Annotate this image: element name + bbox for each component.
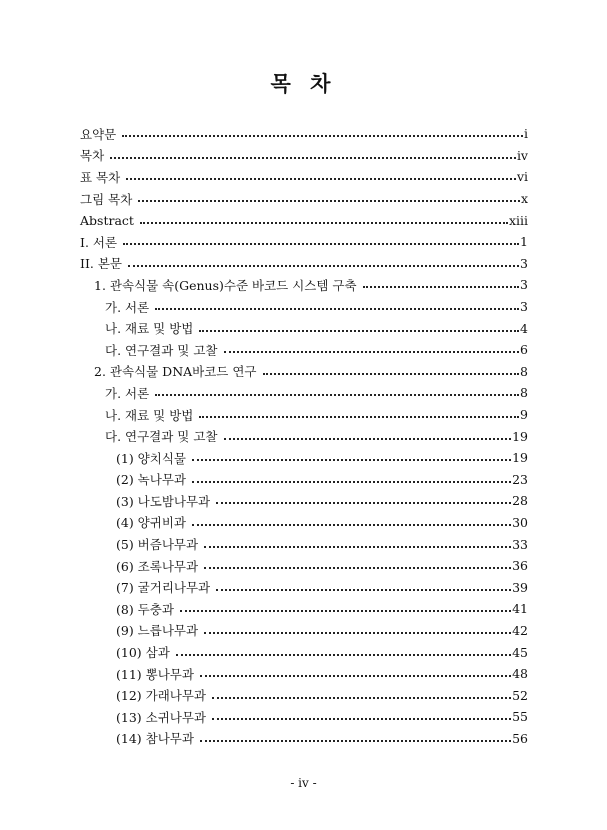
toc-entry[interactable] — [0, 123, 528, 145]
toc-entry-page: 33 — [512, 536, 528, 552]
dot-leader — [140, 221, 508, 224]
dot-leader — [200, 739, 511, 742]
toc-entry-page: 1 — [520, 234, 528, 250]
dot-leader — [126, 177, 516, 180]
toc-entry-label: 1. 관속식물 속(Genus)수준 바코드 시스템 구축 — [94, 277, 357, 293]
toc-entry[interactable] — [0, 361, 528, 383]
toc-entry-page: 39 — [512, 579, 528, 595]
toc-entry-label: 나. 재료 및 방법 — [105, 321, 194, 337]
toc-entry-page: 41 — [512, 601, 528, 617]
dot-leader — [192, 458, 511, 461]
toc-entry-page: 3 — [520, 277, 528, 293]
toc-entry[interactable] — [0, 231, 528, 253]
dot-leader — [128, 264, 519, 267]
toc-entry-page: 30 — [512, 514, 528, 530]
dot-leader — [199, 415, 519, 418]
toc-entry-label: (11) 뽕나무과 — [116, 666, 194, 682]
toc-entry-label: 그림 목차 — [80, 191, 133, 207]
toc-entry-label: (4) 양귀비과 — [116, 515, 186, 531]
table-of-contents — [0, 123, 607, 749]
toc-entry-page: 19 — [512, 428, 528, 444]
dot-leader — [204, 566, 511, 569]
toc-entry-label: I. 서론 — [80, 234, 118, 250]
toc-entry-label: (5) 버즘나무과 — [116, 537, 199, 553]
dot-leader — [204, 545, 511, 548]
toc-entry-page: 48 — [512, 666, 528, 682]
dot-leader — [199, 329, 519, 332]
toc-entry-page: 42 — [512, 622, 528, 638]
toc-entry-page: 6 — [520, 342, 528, 358]
dot-leader — [263, 372, 520, 375]
toc-entry-label: II. 본문 — [80, 256, 122, 272]
toc-entry-label: (13) 소귀나무과 — [116, 709, 207, 725]
dot-leader — [138, 199, 520, 202]
toc-entry-page: 36 — [512, 558, 528, 574]
dot-leader — [110, 156, 516, 159]
toc-entry-page: xiii — [508, 212, 528, 228]
toc-entry-label: (2) 녹나무과 — [116, 472, 186, 488]
dot-leader — [204, 631, 511, 634]
toc-entry[interactable] — [0, 620, 528, 642]
toc-entry[interactable] — [0, 641, 528, 663]
toc-entry-page: x — [520, 191, 528, 207]
toc-entry[interactable] — [0, 706, 528, 728]
toc-entry[interactable] — [0, 469, 528, 491]
toc-entry[interactable] — [0, 188, 528, 210]
toc-entry-page: 3 — [520, 299, 528, 315]
toc-entry[interactable] — [0, 598, 528, 620]
toc-entry-page: 4 — [520, 320, 528, 336]
toc-entry-label: 나. 재료 및 방법 — [105, 407, 194, 423]
toc-entry-page: 8 — [520, 363, 528, 379]
toc-entry-page: 9 — [520, 407, 528, 423]
dot-leader — [123, 242, 519, 245]
toc-entry-label: 표 목차 — [80, 169, 121, 185]
toc-entry[interactable] — [0, 166, 528, 188]
toc-entry[interactable] — [0, 382, 528, 404]
toc-entry-page: 8 — [520, 385, 528, 401]
toc-entry[interactable] — [0, 533, 528, 555]
toc-entry-label: 가. 서론 — [105, 299, 150, 315]
toc-entry[interactable] — [0, 253, 528, 275]
toc-entry-label: 2. 관속식물 DNA바코드 연구 — [94, 364, 257, 380]
toc-entry[interactable] — [0, 684, 528, 706]
dot-leader — [216, 588, 511, 591]
toc-entry[interactable] — [0, 339, 528, 361]
dot-leader — [155, 393, 519, 396]
dot-leader — [192, 523, 511, 526]
toc-entry[interactable] — [0, 663, 528, 685]
toc-entry[interactable] — [0, 317, 528, 339]
dot-leader — [224, 437, 512, 440]
toc-entry-label: (6) 조록나무과 — [116, 558, 199, 574]
toc-entry-page: i — [524, 126, 528, 142]
toc-entry-page: 19 — [512, 450, 528, 466]
toc-entry[interactable] — [0, 296, 528, 318]
toc-entry-label: Abstract — [80, 212, 134, 228]
toc-entry-label: (7) 굴거리나무과 — [116, 580, 211, 596]
toc-entry[interactable] — [0, 512, 528, 534]
toc-entry[interactable] — [0, 555, 528, 577]
toc-entry-label: (10) 삼과 — [116, 645, 170, 661]
toc-entry[interactable] — [0, 274, 528, 296]
toc-entry-label: 목차 — [80, 148, 105, 164]
toc-entry[interactable] — [0, 728, 528, 750]
toc-entry[interactable] — [0, 576, 528, 598]
toc-entry[interactable] — [0, 490, 528, 512]
toc-entry-label: (14) 참나무과 — [116, 731, 194, 747]
dot-leader — [122, 134, 523, 137]
dot-leader — [192, 480, 511, 483]
toc-entry-page: 3 — [520, 255, 528, 271]
dot-leader — [212, 717, 511, 720]
toc-entry-page: 23 — [512, 471, 528, 487]
toc-entry-page: 52 — [512, 687, 528, 703]
page-number-footer: - iv - — [290, 776, 317, 790]
toc-entry-label: 다. 연구결과 및 고찰 — [105, 429, 218, 445]
toc-entry-page: 28 — [512, 493, 528, 509]
dot-leader — [180, 609, 511, 612]
toc-entry[interactable] — [0, 447, 528, 469]
page-title: 목 차 — [270, 71, 337, 96]
dot-leader — [155, 307, 519, 310]
toc-entry-label: 요약문 — [80, 126, 117, 142]
toc-entry-label: 가. 서론 — [105, 385, 150, 401]
dot-leader — [363, 285, 519, 288]
toc-entry-page: iv — [516, 147, 528, 163]
toc-entry-label: (1) 양치식물 — [116, 450, 186, 466]
toc-entry-page: vi — [516, 169, 528, 185]
toc-entry-label: (8) 두충과 — [116, 601, 174, 617]
toc-entry-label: (12) 가래나무과 — [116, 688, 207, 704]
toc-entry-label: (9) 느릅나무과 — [116, 623, 199, 639]
toc-entry[interactable] — [0, 404, 528, 426]
toc-entry[interactable] — [0, 209, 528, 231]
toc-entry-label: 다. 연구결과 및 고찰 — [105, 342, 218, 358]
dot-leader — [176, 653, 511, 656]
toc-entry-label: (3) 나도밤나무과 — [116, 493, 211, 509]
toc-entry[interactable] — [0, 425, 528, 447]
toc-entry[interactable] — [0, 145, 528, 167]
dot-leader — [216, 501, 511, 504]
dot-leader — [200, 674, 511, 677]
toc-entry-page: 55 — [512, 709, 528, 725]
toc-entry-page: 56 — [512, 730, 528, 746]
toc-entry-page: 45 — [512, 644, 528, 660]
dot-leader — [212, 696, 511, 699]
dot-leader — [224, 350, 520, 353]
